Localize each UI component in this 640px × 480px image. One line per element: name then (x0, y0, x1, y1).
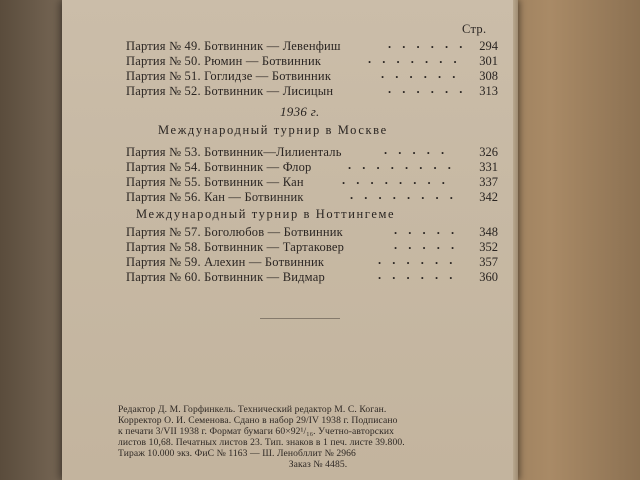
imprint-block (118, 404, 518, 470)
divider-rule (260, 318, 340, 319)
toc-entry (126, 225, 498, 239)
leader-dots: . . . . . . . (368, 52, 461, 66)
toc-entry-page: 352 (479, 240, 498, 254)
toc-entry (126, 69, 498, 83)
toc-entry-page: 326 (479, 145, 498, 159)
section-heading-moscow: Международный турнир в Москве (158, 123, 388, 137)
toc-entry-label: Партия № 52. Ботвинник — Лисицын (126, 84, 334, 98)
toc-entry-label: Партия № 50. Рюмин — Ботвинник (126, 54, 322, 68)
toc-entry-page: 342 (479, 190, 498, 204)
toc-entry-page: 357 (479, 255, 498, 269)
leader-dots: . . . . . . . . (348, 158, 455, 172)
leader-dots: . . . . . (394, 238, 459, 252)
leader-dots: . . . . . . (388, 37, 467, 51)
toc-entry (126, 270, 498, 284)
toc-entry-page: 348 (479, 225, 498, 239)
toc-entry-label: Партия № 53. Ботвинник—Лилиенталь (126, 145, 342, 159)
leader-dots: . . . . . . . . (342, 173, 449, 187)
toc-entry (126, 54, 498, 68)
leader-dots: . . . . . . (388, 82, 467, 96)
toc-entry-label: Партия № 56. Кан — Ботвинник (126, 190, 304, 204)
toc-entry-label: Партия № 54. Ботвинник — Флор (126, 160, 312, 174)
toc-entry-page: 360 (479, 270, 498, 284)
imprint-line: Корректор О. И. Семенова. Сдано в набор 29/IV 1938 г. Подписано (118, 415, 398, 426)
leader-dots: . . . . . . (378, 268, 457, 282)
leader-dots: . . . . . . (381, 67, 460, 81)
leader-dots: . . . . . (394, 223, 459, 237)
toc-entry-label: Партия № 60. Ботвинник — Видмар (126, 270, 325, 284)
toc-entry (126, 84, 498, 98)
toc-entry-page: 337 (479, 175, 498, 189)
imprint-line: к печати 3/VII 1938 г. Формат бумаги 60×92¹/₁₆. Учетно-авторских (118, 426, 395, 437)
toc-entry (126, 255, 498, 269)
toc-entry-label: Партия № 59. Алехин — Ботвинник (126, 255, 325, 269)
imprint-line: Редактор Д. М. Горфинкель. Технический редактор М. С. Коган. (118, 404, 387, 415)
toc-entry-page: 301 (479, 54, 498, 68)
toc-entry-page: 294 (479, 39, 498, 53)
toc-entry (126, 145, 498, 159)
page-column-header: Стр. (462, 22, 487, 36)
toc-entry-label: Партия № 58. Ботвинник — Тартаковер (126, 240, 345, 254)
leader-dots: . . . . . . (378, 253, 457, 267)
leader-dots: . . . . . (384, 143, 449, 157)
toc-entry-label: Партия № 57. Боголюбов — Ботвинник (126, 225, 343, 239)
toc-entry (126, 160, 498, 174)
toc-entry (126, 175, 498, 189)
toc-entry-label: Партия № 49. Ботвинник — Левенфиш (126, 39, 341, 53)
imprint-line: листов 10,68. Печатных листов 23. Тип. знаков в 1 печ. листе 39.800. (118, 437, 405, 448)
toc-entry-page: 308 (479, 69, 498, 83)
toc-entry-page: 331 (479, 160, 498, 174)
toc-entry (126, 240, 498, 254)
imprint-line: Заказ № 4485. (288, 459, 348, 470)
book-page (62, 0, 518, 480)
toc-entry-label: Партия № 55. Ботвинник — Кан (126, 175, 304, 189)
leader-dots: . . . . . . . . (350, 188, 457, 202)
toc-entry-page: 313 (479, 84, 498, 98)
year-heading: 1936 г. (280, 104, 320, 119)
toc-entry (126, 190, 498, 204)
toc-entry (126, 39, 498, 53)
section-heading-nottingham: Международный турнир в Ноттингеме (136, 207, 396, 221)
toc-entry-label: Партия № 51. Гоглидзе — Ботвинник (126, 69, 332, 83)
imprint-line: Тираж 10.000 экз. ФиС № 1163 — Ш. Ленобллит № 2966 (118, 448, 356, 459)
